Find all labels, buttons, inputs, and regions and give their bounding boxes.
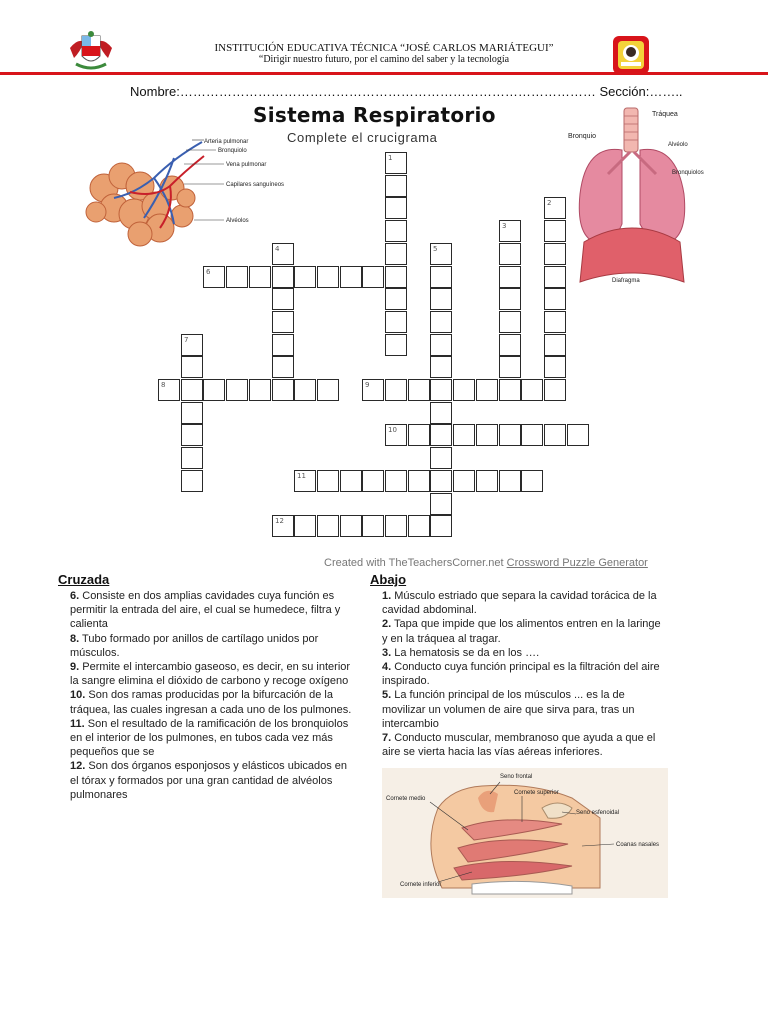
crossword-cell[interactable] <box>476 470 498 492</box>
crossword-cell[interactable] <box>181 447 203 469</box>
crossword-cell[interactable] <box>544 356 566 378</box>
clue-text: Son el resultado de la ramificación de los bronquiolos en el interior de los pulmones, en tubos cada vez más pequeños que se <box>70 717 349 759</box>
clue-text: Son dos órganos esponjosos y elásticos ubicados en el tórax y formados por una gran cantidad de alvéolos pulmonares <box>70 760 348 801</box>
abajo-clue <box>382 660 666 688</box>
alveoli-label: Arteria pulmonar <box>204 139 249 145</box>
crossword-cell[interactable] <box>340 266 362 288</box>
crossword-cell[interactable] <box>385 311 407 333</box>
cruzada-clue <box>70 660 356 688</box>
crossword-cell[interactable] <box>476 424 498 446</box>
clue-text: Conducto muscular, membranoso que ayuda a que el aire se vierta hacia las vías aéreas inferiores. <box>382 732 656 759</box>
crossword-cell[interactable] <box>249 379 271 401</box>
abajo-clue <box>382 688 666 731</box>
crossword-cell[interactable] <box>544 334 566 356</box>
crossword-cell[interactable] <box>499 334 521 356</box>
lungs-label: Bronquiolos <box>672 170 704 176</box>
clue-number: 1 <box>388 154 393 162</box>
crossword-cell[interactable] <box>499 220 521 242</box>
crossword-cell[interactable] <box>203 379 225 401</box>
clue-num: 7. <box>382 732 392 745</box>
crossword-cell[interactable] <box>430 243 452 265</box>
crossword-cell[interactable] <box>499 311 521 333</box>
crossword-cell[interactable] <box>453 379 475 401</box>
clue-text: Conducto cuya función principal es la filtración del aire inspirado. <box>382 661 660 688</box>
clue-num: 6. <box>70 590 80 602</box>
across-heading: Cruzada <box>58 572 110 587</box>
crossword-cell[interactable] <box>499 356 521 378</box>
lungs-label: Tráquea <box>652 111 678 118</box>
clue-text: Tubo formado por anillos de cartílago unidos por músculos. <box>70 632 319 659</box>
crossword-cell[interactable] <box>294 470 316 492</box>
crossword-cell[interactable] <box>272 379 294 401</box>
crossword-cell[interactable] <box>430 334 452 356</box>
crossword-cell[interactable] <box>317 470 339 492</box>
crossword-cell[interactable] <box>181 402 203 424</box>
abajo-clue <box>382 731 666 759</box>
nose-label: Cornete superior <box>514 790 559 796</box>
crossword-cell[interactable] <box>499 288 521 310</box>
down-clues-section <box>370 572 666 759</box>
crossword-cell[interactable] <box>430 493 452 515</box>
clue-num: 10. <box>70 689 86 702</box>
clue-number: 4 <box>275 245 280 253</box>
crossword-cell[interactable] <box>408 470 430 492</box>
crossword-cell[interactable] <box>385 197 407 219</box>
crossword-cell[interactable] <box>294 266 316 288</box>
nose-label: Cornete medio <box>386 796 426 802</box>
crossword-cell[interactable] <box>430 288 452 310</box>
alveoli-label: Vena pulmonar <box>226 162 267 168</box>
crossword-grid <box>158 152 598 526</box>
alveoli-label: Alvéolos <box>226 218 249 224</box>
crossword-cell[interactable] <box>499 243 521 265</box>
clue-text: Músculo estriado que separa la cavidad torácica de la cavidad abdominal. <box>382 590 657 617</box>
crossword-cell[interactable] <box>272 266 294 288</box>
clue-number: 9 <box>365 381 370 389</box>
crossword-cell[interactable] <box>430 515 452 537</box>
clue-number: 5 <box>433 245 438 253</box>
school-logo <box>611 34 651 76</box>
header-divider <box>0 72 768 75</box>
crossword-cell[interactable] <box>385 175 407 197</box>
clue-num: 2. <box>382 618 392 631</box>
clue-num: 9. <box>70 661 80 674</box>
crossword-cell[interactable] <box>362 379 384 401</box>
crossword-cell[interactable] <box>272 334 294 356</box>
nose-label: Cornete inferior <box>400 882 442 888</box>
crossword-cell[interactable] <box>385 288 407 310</box>
clue-num: 1. <box>382 590 392 602</box>
lungs-label: Alvéolo <box>668 142 688 148</box>
clue-num: 4. <box>382 661 392 674</box>
crossword-cell[interactable] <box>272 515 294 537</box>
crossword-cell[interactable] <box>203 266 225 288</box>
crossword-cell[interactable] <box>430 402 452 424</box>
crossword-cell[interactable] <box>544 288 566 310</box>
crossword-cell[interactable] <box>544 266 566 288</box>
name-section-line: Nombre:…………………………………………………………………………………… Sección:…….. <box>130 84 683 99</box>
crossword-cell[interactable] <box>249 266 271 288</box>
crossword-cell[interactable] <box>340 515 362 537</box>
cruzada-clue <box>70 632 356 660</box>
clue-text: Consiste en dos amplias cavidades cuya función es permitir la entrada del aire, el cual se humedece, filtra y calienta <box>70 590 341 631</box>
cruzada-clue <box>70 589 356 632</box>
clue-text: Permite el intercambio gaseoso, es decir, en su interior la sangre elimina el dióxido de carbono y recoge oxígeno <box>70 661 351 688</box>
crossword-cell[interactable] <box>430 266 452 288</box>
nose-label: Seno frontal <box>500 774 533 780</box>
crossword-cell[interactable] <box>408 379 430 401</box>
crossword-cell[interactable] <box>521 379 543 401</box>
page-title: Sistema Respiratorio <box>253 103 496 127</box>
crossword-cell[interactable] <box>181 334 203 356</box>
crossword-cell[interactable] <box>499 424 521 446</box>
crossword-cell[interactable] <box>453 424 475 446</box>
across-clues-section <box>58 572 356 802</box>
crossword-cell[interactable] <box>430 447 452 469</box>
crossword-cell[interactable] <box>272 288 294 310</box>
crossword-cell[interactable] <box>294 379 316 401</box>
crossword-cell[interactable] <box>181 470 203 492</box>
school-motto: “Dirigir nuestro futuro, por el camino del saber y la tecnología <box>258 54 510 65</box>
crossword-cell[interactable] <box>544 311 566 333</box>
crossword-cell[interactable] <box>158 379 180 401</box>
crossword-cell[interactable] <box>499 470 521 492</box>
nasal-cavity-illustration <box>382 768 668 898</box>
crossword-cell[interactable] <box>272 356 294 378</box>
clue-num: 11. <box>70 717 85 730</box>
clue-text: La hematosis se da en los …. <box>394 646 540 659</box>
crossword-cell[interactable] <box>362 470 384 492</box>
school-name: INSTITUCIÓN EDUCATIVA TÉCNICA “JOSÉ CARLOS MARIÁTEGUI” <box>214 42 554 54</box>
crossword-cell[interactable] <box>544 424 566 446</box>
crossword-cell[interactable] <box>544 379 566 401</box>
abajo-clue <box>382 646 666 660</box>
crossword-cell[interactable] <box>385 470 407 492</box>
crossword-cell[interactable] <box>544 220 566 242</box>
crossword-cell[interactable] <box>453 470 475 492</box>
generator-link[interactable]: Crossword Puzzle Generator <box>506 557 648 569</box>
crossword-cell[interactable] <box>430 379 452 401</box>
crossword-cell[interactable] <box>430 356 452 378</box>
crossword-cell[interactable] <box>385 379 407 401</box>
abajo-clue <box>382 589 666 617</box>
crossword-cell[interactable] <box>226 266 248 288</box>
crossword-cell[interactable] <box>408 515 430 537</box>
crossword-cell[interactable] <box>181 379 203 401</box>
crossword-cell[interactable] <box>408 424 430 446</box>
clue-num: 3. <box>382 646 392 659</box>
crossword-cell[interactable] <box>499 266 521 288</box>
lungs-label: Diafragma <box>612 278 640 284</box>
cruzada-clue <box>70 759 356 802</box>
crossword-cell[interactable] <box>499 379 521 401</box>
crossword-cell[interactable] <box>385 515 407 537</box>
crossword-cell[interactable] <box>567 424 589 446</box>
crossword-cell[interactable] <box>385 334 407 356</box>
cruzada-clue <box>70 688 356 716</box>
clue-number: 7 <box>184 336 189 344</box>
crossword-cell[interactable] <box>521 470 543 492</box>
crossword-cell[interactable] <box>362 266 384 288</box>
abajo-clue <box>382 617 666 645</box>
alveoli-label: Capilares sanguíneos <box>226 182 285 188</box>
crossword-cell[interactable] <box>385 152 407 174</box>
clue-number: 11 <box>297 472 306 480</box>
crossword-cell[interactable] <box>181 356 203 378</box>
crossword-cell[interactable] <box>385 424 407 446</box>
clue-number: 3 <box>502 222 507 230</box>
crossword-cell[interactable] <box>340 470 362 492</box>
generator-credit: Created with TheTeachersCorner.net Crossword Puzzle Generator <box>324 557 648 569</box>
crossword-cell[interactable] <box>272 243 294 265</box>
crossword-cell[interactable] <box>317 379 339 401</box>
crossword-cell[interactable] <box>317 266 339 288</box>
crossword-cell[interactable] <box>226 379 248 401</box>
crossword-cell[interactable] <box>294 515 316 537</box>
clue-number: 8 <box>161 381 166 389</box>
crossword-cell[interactable] <box>521 424 543 446</box>
clue-text: La función principal de los músculos ... es la de movilizar un volumen de aire que sirva para, tras un intercambio <box>382 689 635 730</box>
crossword-cell[interactable] <box>476 379 498 401</box>
page-subtitle: Complete el crucigrama <box>287 130 438 145</box>
crossword-cell[interactable] <box>544 197 566 219</box>
cruzada-clue <box>70 717 356 760</box>
clue-number: 2 <box>547 199 552 207</box>
down-heading: Abajo <box>370 572 407 587</box>
crossword-cell[interactable] <box>385 243 407 265</box>
nose-label: Seno esfenoidal <box>576 810 620 816</box>
clue-num: 12. <box>70 760 86 773</box>
lungs-label: Bronquio <box>568 133 597 140</box>
crossword-cell[interactable] <box>362 515 384 537</box>
clue-number: 10 <box>388 426 397 434</box>
clue-num: 8. <box>70 632 80 645</box>
alveoli-label: Bronquiolo <box>218 148 247 154</box>
nose-label: Coanas nasales <box>616 842 660 848</box>
crossword-cell[interactable] <box>430 311 452 333</box>
clue-text: Tapa que impide que los alimentos entren en la laringe y en la tráquea al tragar. <box>382 618 661 645</box>
crossword-cell[interactable] <box>430 424 452 446</box>
clue-text: Son dos ramas producidas por la bifurcación de la tráquea, las cuales ingresan a cada uno de los pulmones. <box>70 689 352 716</box>
crossword-cell[interactable] <box>430 470 452 492</box>
crossword-cell[interactable] <box>544 243 566 265</box>
clue-number: 6 <box>206 268 211 276</box>
crossword-cell[interactable] <box>317 515 339 537</box>
clue-number: 12 <box>275 517 284 525</box>
crossword-cell[interactable] <box>385 266 407 288</box>
crossword-cell[interactable] <box>272 311 294 333</box>
crossword-cell[interactable] <box>181 424 203 446</box>
crossword-cell[interactable] <box>385 220 407 242</box>
clue-num: 5. <box>382 689 392 702</box>
